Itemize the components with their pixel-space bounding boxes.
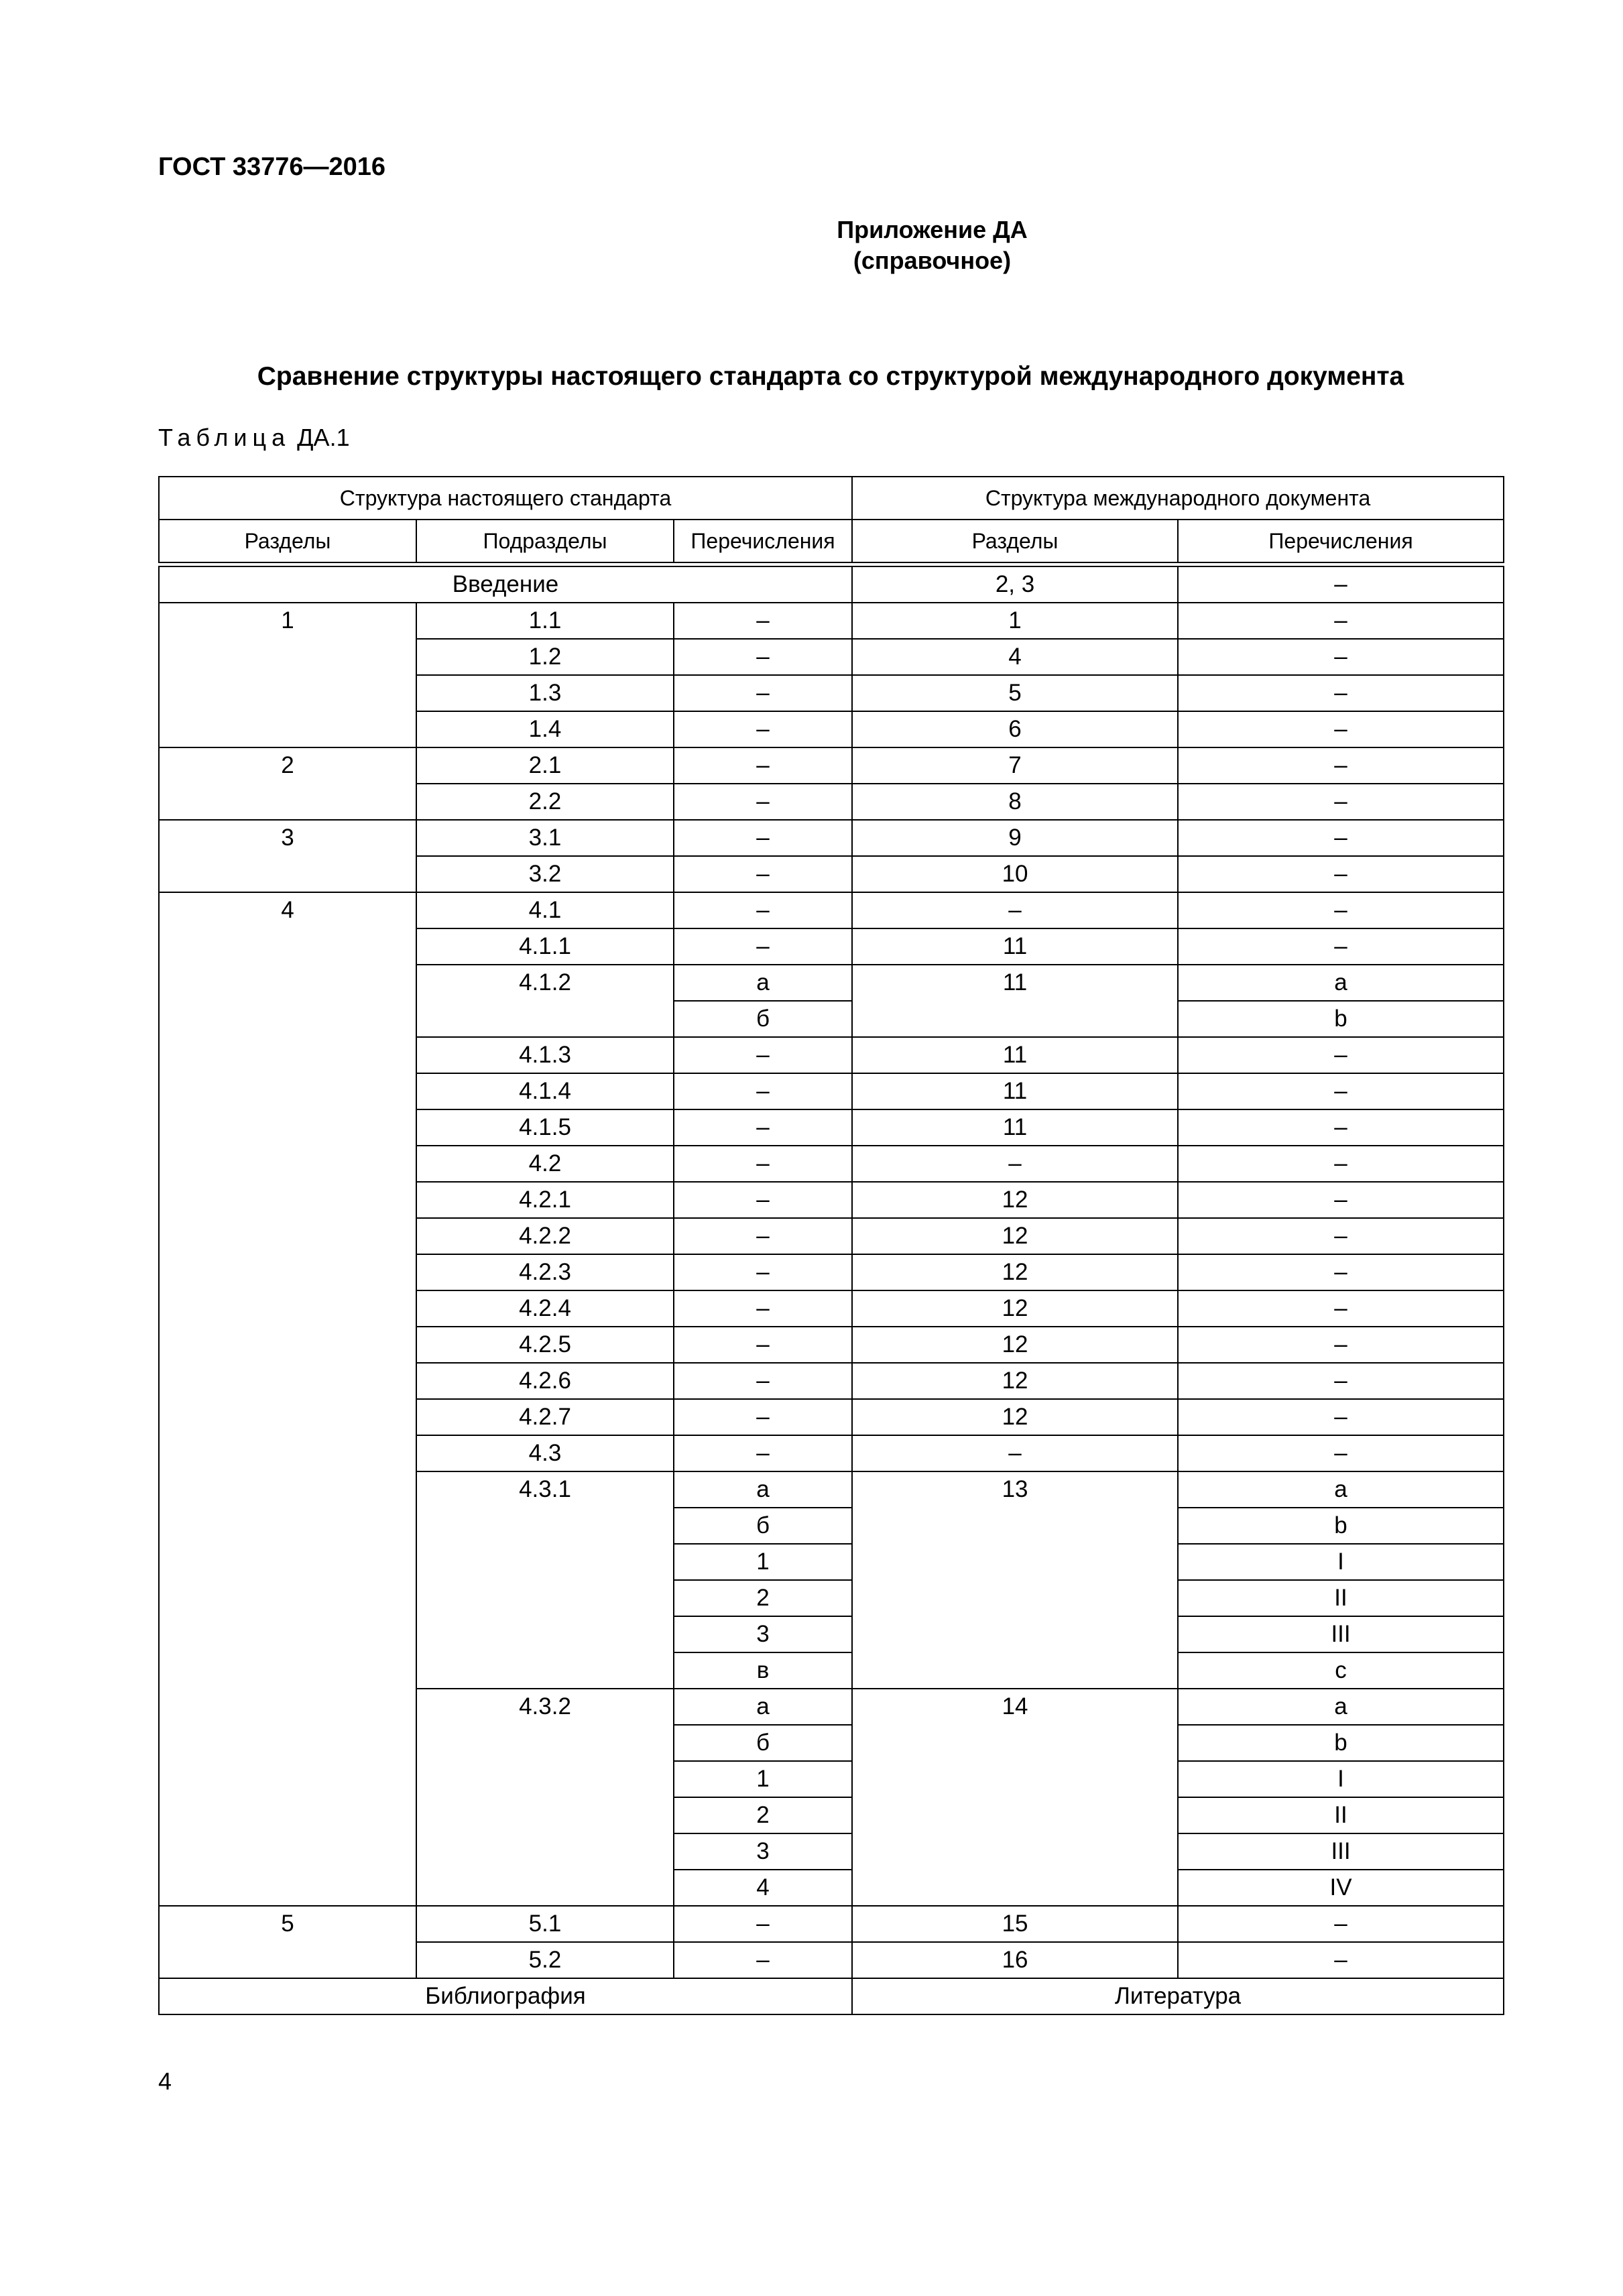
intl-enum-cell: IV (1178, 1870, 1504, 1906)
intl-section-cell: 5 (852, 675, 1178, 711)
intl-enum-cell: c (1178, 1652, 1504, 1689)
table-row (159, 820, 1504, 856)
subsection-cell: 4.2.6 (416, 1363, 674, 1399)
section-cell: 3 (159, 820, 416, 892)
subsection-cell: 4.2.3 (416, 1254, 674, 1290)
intl-enum-cell: – (1178, 603, 1504, 639)
intl-enum-cell: I (1178, 1544, 1504, 1580)
intl-section-cell: 12 (852, 1290, 1178, 1327)
intl-enum-cell: b (1178, 1508, 1504, 1544)
enum-cell: – (674, 1942, 852, 1978)
bibliography-cell: Библиография (159, 1978, 852, 2014)
enum-cell: – (674, 1254, 852, 1290)
intl-enum-cell: – (1178, 1109, 1504, 1146)
intl-section-cell: 12 (852, 1399, 1178, 1435)
table-row (159, 566, 1504, 603)
enum-cell: 4 (674, 1870, 852, 1906)
subsection-cell: 1.4 (416, 711, 674, 747)
intl-enum-cell: – (1178, 892, 1504, 928)
table-caption-word: Таблица (158, 424, 291, 451)
enum-cell: а (674, 1471, 852, 1508)
subsection-cell: 3.2 (416, 856, 674, 892)
intl-section-cell: 12 (852, 1327, 1178, 1363)
subsection-cell: 4.1.2 (416, 965, 674, 1037)
enum-cell: – (674, 1363, 852, 1399)
enum-cell: а (674, 965, 852, 1001)
table-caption-id: ДА.1 (297, 424, 350, 451)
literature-cell: Литература (852, 1978, 1504, 2014)
col-header-sections: Разделы (159, 520, 416, 562)
intl-enum-cell: – (1178, 1182, 1504, 1218)
intl-enum-cell: II (1178, 1580, 1504, 1616)
intl-enum-cell: – (1178, 1435, 1504, 1471)
intl-section-cell: 11 (852, 1037, 1178, 1073)
enum-cell: – (674, 784, 852, 820)
table-row (159, 892, 1504, 928)
enum-cell: – (674, 856, 852, 892)
intl-section-cell: 15 (852, 1906, 1178, 1942)
intl-enum-cell: – (1178, 1254, 1504, 1290)
enum-cell: – (674, 1146, 852, 1182)
intl-section-cell: 6 (852, 711, 1178, 747)
subsection-cell: 4.1 (416, 892, 674, 928)
subsection-cell: 4.2.7 (416, 1399, 674, 1435)
subsection-cell: 4.2.4 (416, 1290, 674, 1327)
subsection-cell: 4.2.5 (416, 1327, 674, 1363)
intl-section-cell: 1 (852, 603, 1178, 639)
intro-intl-section: 2, 3 (852, 566, 1178, 603)
enum-cell: – (674, 603, 852, 639)
col-header-intl-enumerations: Перечисления (1178, 520, 1504, 562)
section-cell: 5 (159, 1906, 416, 1978)
enum-cell: – (674, 820, 852, 856)
intl-enum-cell: III (1178, 1833, 1504, 1870)
intl-enum-cell: – (1178, 1942, 1504, 1978)
enum-cell: 2 (674, 1580, 852, 1616)
intl-section-cell: 11 (852, 1073, 1178, 1109)
intl-section-cell: 12 (852, 1254, 1178, 1290)
intl-section-cell: 11 (852, 928, 1178, 965)
enum-cell: – (674, 1435, 852, 1471)
enum-cell: а (674, 1689, 852, 1725)
table-caption (158, 424, 350, 452)
intl-enum-cell: – (1178, 1363, 1504, 1399)
comparison-table (158, 476, 1504, 2015)
enum-cell: – (674, 1290, 852, 1327)
table-row (159, 603, 1504, 639)
enum-cell: – (674, 747, 852, 784)
intl-enum-cell: – (1178, 1399, 1504, 1435)
intl-enum-cell: II (1178, 1797, 1504, 1833)
intl-section-cell: 13 (852, 1471, 1178, 1689)
subsection-cell: 4.2.2 (416, 1218, 674, 1254)
intl-section-cell: 16 (852, 1942, 1178, 1978)
group-header-international: Структура международного документа (852, 477, 1504, 520)
col-header-subsections: Подразделы (416, 520, 674, 562)
intl-enum-cell: – (1178, 1218, 1504, 1254)
enum-cell: – (674, 1073, 852, 1109)
intl-section-cell: 14 (852, 1689, 1178, 1906)
enum-cell: – (674, 1906, 852, 1942)
intl-enum-cell: – (1178, 639, 1504, 675)
intl-section-cell: 4 (852, 639, 1178, 675)
enum-cell: 3 (674, 1616, 852, 1652)
subsection-cell: 2.1 (416, 747, 674, 784)
intl-enum-cell: – (1178, 784, 1504, 820)
enum-cell: 3 (674, 1833, 852, 1870)
section-title: Сравнение структуры настоящего стандарта со структурой международного документа (257, 362, 1404, 391)
subsection-cell: 4.2 (416, 1146, 674, 1182)
subsection-cell: 4.1.5 (416, 1109, 674, 1146)
appendix-title: Приложение ДА (837, 216, 1028, 243)
intl-section-cell: – (852, 1435, 1178, 1471)
intl-enum-cell: b (1178, 1001, 1504, 1037)
intl-enum-cell: – (1178, 747, 1504, 784)
intl-enum-cell: – (1178, 856, 1504, 892)
section-cell: 1 (159, 603, 416, 747)
subsection-cell: 4.3.2 (416, 1689, 674, 1906)
intl-enum-cell: – (1178, 1290, 1504, 1327)
subsection-cell: 1.3 (416, 675, 674, 711)
enum-cell: в (674, 1652, 852, 1689)
enum-cell: – (674, 711, 852, 747)
subsection-cell: 4.1.4 (416, 1073, 674, 1109)
intl-enum-cell: – (1178, 1146, 1504, 1182)
subsection-cell: 1.2 (416, 639, 674, 675)
intl-enum-cell: b (1178, 1725, 1504, 1761)
subsection-cell: 2.2 (416, 784, 674, 820)
intl-section-cell: 11 (852, 1109, 1178, 1146)
intl-enum-cell: – (1178, 675, 1504, 711)
intl-enum-cell: – (1178, 928, 1504, 965)
intl-enum-cell: – (1178, 820, 1504, 856)
enum-cell: – (674, 639, 852, 675)
col-header-enumerations: Перечисления (674, 520, 852, 562)
subsection-cell: 4.1.1 (416, 928, 674, 965)
enum-cell: – (674, 1327, 852, 1363)
subsection-cell: 4.1.3 (416, 1037, 674, 1073)
subsection-cell: 3.1 (416, 820, 674, 856)
intl-enum-cell: I (1178, 1761, 1504, 1797)
enum-cell: – (674, 1109, 852, 1146)
intl-section-cell: 10 (852, 856, 1178, 892)
intl-enum-cell: a (1178, 1471, 1504, 1508)
enum-cell: – (674, 1399, 852, 1435)
intl-enum-cell: – (1178, 1037, 1504, 1073)
section-cell: 4 (159, 892, 416, 1906)
col-header-intl-sections: Разделы (852, 520, 1178, 562)
intl-section-cell: 12 (852, 1363, 1178, 1399)
enum-cell: б (674, 1001, 852, 1037)
intl-enum-cell: a (1178, 1689, 1504, 1725)
appendix-type: (справочное) (853, 247, 1012, 274)
enum-cell: б (674, 1508, 852, 1544)
intl-section-cell: – (852, 892, 1178, 928)
intl-section-cell: 11 (852, 965, 1178, 1037)
intl-enum-cell: – (1178, 1073, 1504, 1109)
subsection-cell: 4.3 (416, 1435, 674, 1471)
intl-enum-cell: – (1178, 1906, 1504, 1942)
group-header-row (159, 477, 1504, 520)
page-number: 4 (158, 2067, 172, 2095)
intl-enum-cell: – (1178, 711, 1504, 747)
intl-section-cell: 9 (852, 820, 1178, 856)
enum-cell: – (674, 1182, 852, 1218)
subsection-cell: 4.2.1 (416, 1182, 674, 1218)
intl-section-cell: 12 (852, 1182, 1178, 1218)
enum-cell: – (674, 928, 852, 965)
document-code: ГОСТ 33776—2016 (158, 153, 386, 181)
intro-label: Введение (159, 566, 852, 603)
enum-cell: – (674, 892, 852, 928)
intl-enum-cell: – (1178, 1327, 1504, 1363)
enum-cell: 1 (674, 1544, 852, 1580)
intl-section-cell: 7 (852, 747, 1178, 784)
intl-section-cell: 8 (852, 784, 1178, 820)
subsection-cell: 1.1 (416, 603, 674, 639)
subsection-cell: 5.2 (416, 1942, 674, 1978)
intl-enum-cell: a (1178, 965, 1504, 1001)
subsection-cell: 4.3.1 (416, 1471, 674, 1689)
intl-section-cell: – (852, 1146, 1178, 1182)
enum-cell: 1 (674, 1761, 852, 1797)
table-row (159, 747, 1504, 784)
intl-enum-cell: III (1178, 1616, 1504, 1652)
subsection-cell: 5.1 (416, 1906, 674, 1942)
enum-cell: – (674, 1218, 852, 1254)
intro-intl-enum: – (1178, 566, 1504, 603)
enum-cell: б (674, 1725, 852, 1761)
intl-section-cell: 12 (852, 1218, 1178, 1254)
enum-cell: – (674, 1037, 852, 1073)
table-row (159, 1978, 1504, 2014)
enum-cell: – (674, 675, 852, 711)
section-cell: 2 (159, 747, 416, 820)
column-header-row (159, 520, 1504, 562)
appendix-heading (0, 215, 1623, 276)
table-row (159, 1906, 1504, 1942)
group-header-national: Структура настоящего стандарта (159, 477, 852, 520)
enum-cell: 2 (674, 1797, 852, 1833)
